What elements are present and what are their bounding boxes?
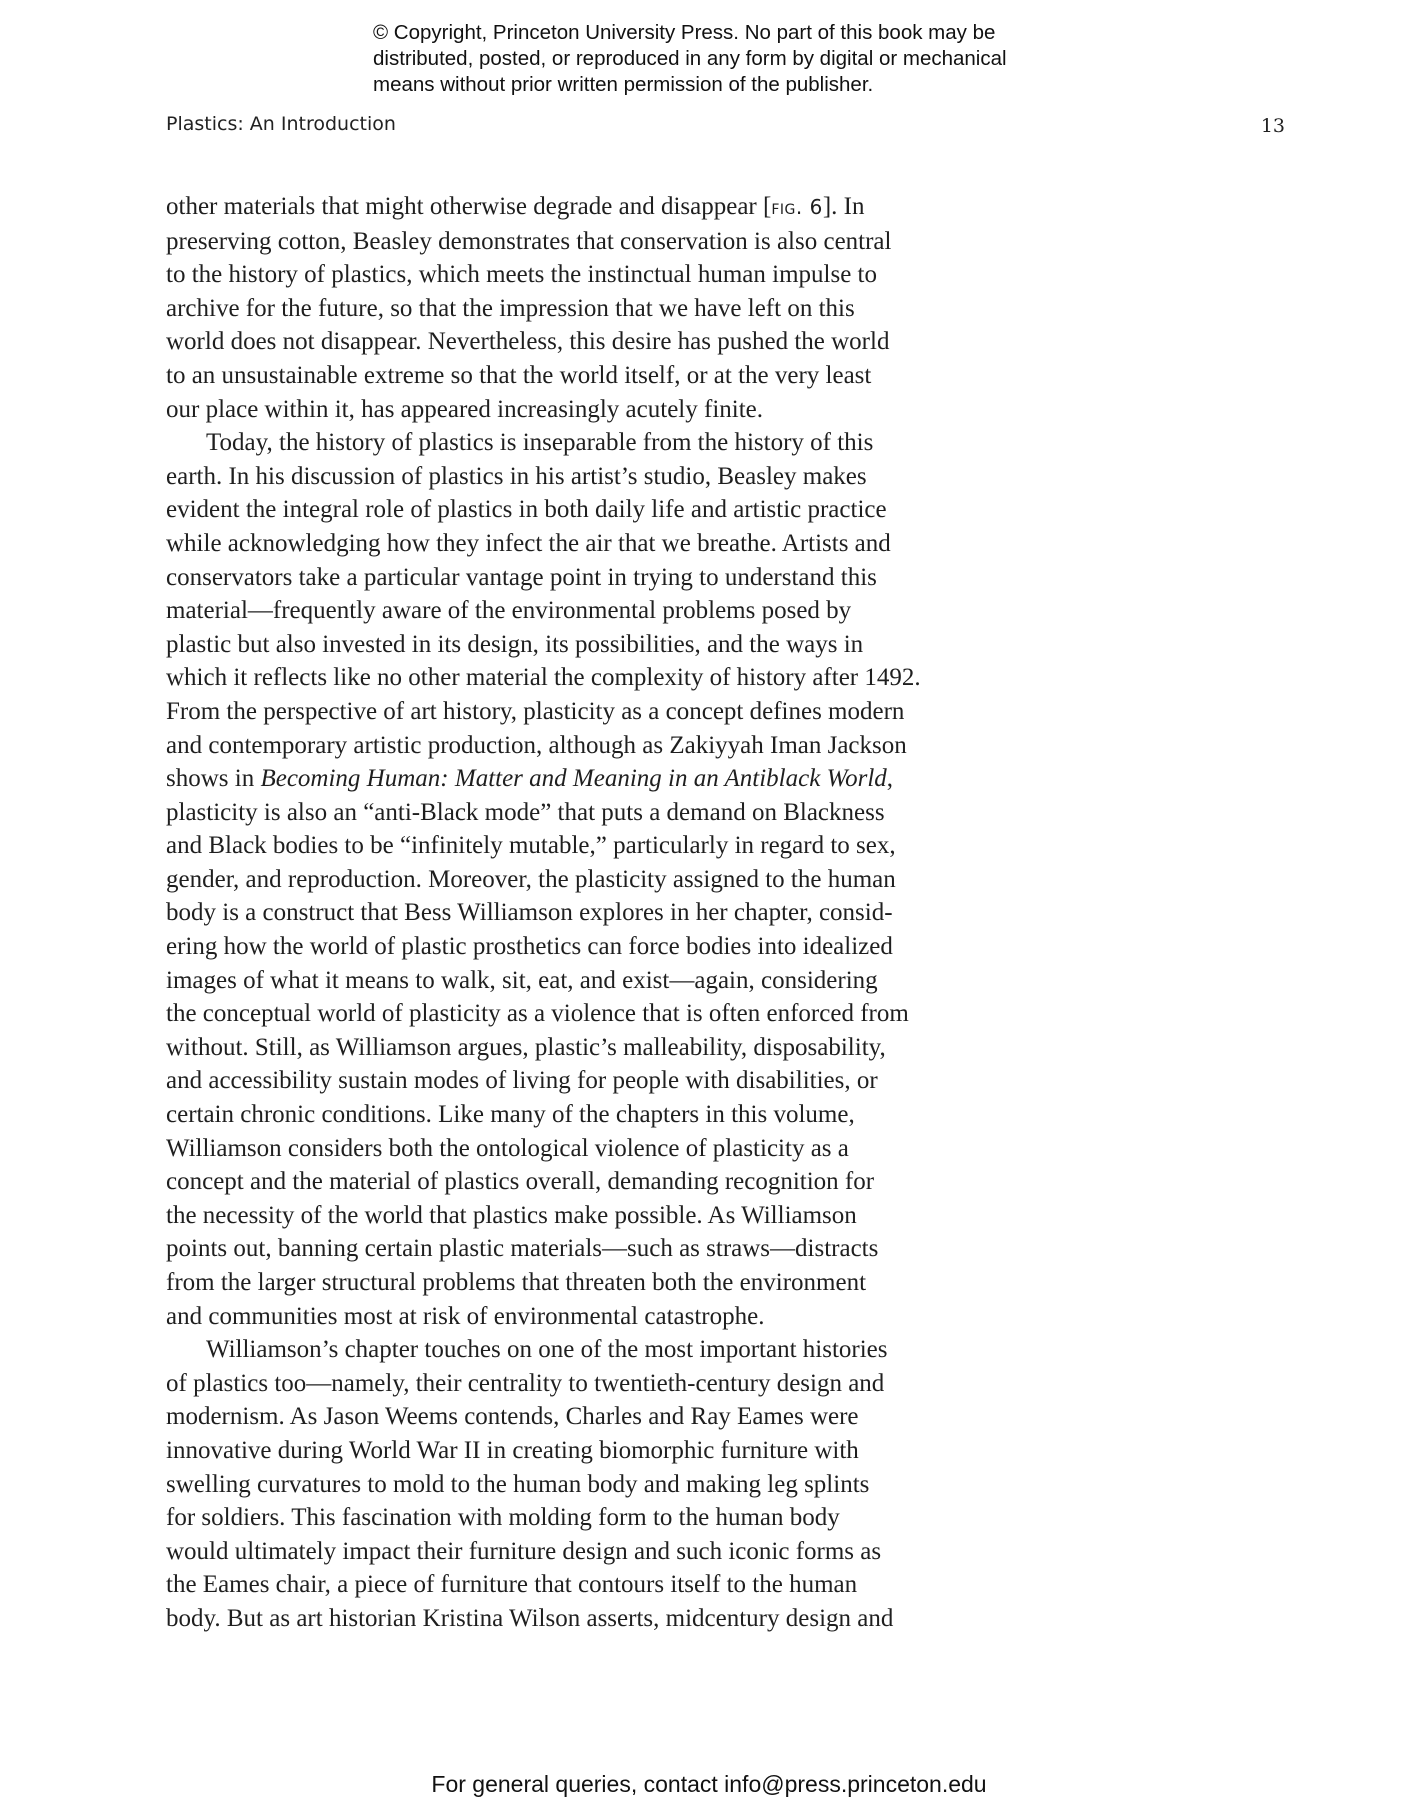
text-line: without. Still, as Williamson argues, plastic’s malleability, disposability,: [166, 1033, 886, 1061]
text-line: [166, 762, 1001, 796]
copyright-line: distributed, posted, or reproduced in any form by digital or mechanical: [373, 47, 1007, 70]
text-line: and accessibility sustain modes of living for people with disabilities, or: [166, 1067, 878, 1095]
text-line: innovative during World War II in creating biomorphic furniture with: [166, 1436, 859, 1464]
text-line: body is a construct that Bess Williamson explores in her chapter, consid-: [166, 899, 893, 927]
text-line: plasticity is also an “anti-Black mode” that puts a demand on Blackness: [166, 798, 885, 826]
text-line: gender, and reproduction. Moreover, the plasticity assigned to the human: [166, 865, 896, 893]
text-line: to the history of plastics, which meets the instinctual human impulse to: [166, 261, 877, 289]
text-line: points out, banning certain plastic materials—such as straws—distracts: [166, 1235, 879, 1263]
text-line: Williamson considers both the ontological violence of plasticity as a: [166, 1134, 849, 1162]
paragraph: [166, 426, 1001, 1333]
text-line: images of what it means to walk, sit, eat, and exist—again, considering: [166, 966, 878, 994]
text-line: modernism. As Jason Weems contends, Charles and Ray Eames were: [166, 1403, 859, 1431]
footer-contact: For general queries, contact info@press.princeton.edu: [431, 1771, 987, 1797]
text-line: world does not disappear. Nevertheless, this desire has pushed the world: [166, 328, 890, 356]
text-line: from the larger structural problems that threaten both the environment: [166, 1269, 867, 1296]
text-line: ering how the world of plastic prosthetics can force bodies into idealized: [166, 933, 893, 961]
text-line: conservators take a particular vantage point in trying to understand this: [166, 563, 877, 591]
paragraph: [166, 1333, 1001, 1635]
text-line: would ultimately impact their furniture design and such iconic forms as: [166, 1537, 882, 1565]
text-line: and communities most at risk of environmental catastrophe.: [166, 1302, 765, 1330]
copyright-line: means without prior written permission of the publisher.: [373, 73, 874, 96]
text-line: Williamson’s chapter touches on one of the most important histories: [206, 1336, 888, 1364]
text-line: of plastics too—namely, their centrality to twentieth-century design and: [166, 1369, 885, 1397]
text-line: the conceptual world of plasticity as a violence that is often enforced from: [166, 1000, 909, 1028]
text-line: the necessity of the world that plastics make possible. As Williamson: [166, 1201, 857, 1229]
text-line: certain chronic conditions. Like many of the chapters in this volume,: [166, 1101, 855, 1129]
text-line: plastic but also invested in its design, its possibilities, and the ways in: [166, 630, 864, 658]
text-line: preserving cotton, Beasley demonstrates that conservation is also central: [166, 227, 892, 255]
text-fragment: shows in: [166, 765, 261, 793]
text-line: to an unsustainable extreme so that the world itself, or at the very least: [166, 361, 872, 389]
text-line: concept and the material of plastics overall, demanding recognition for: [166, 1168, 875, 1196]
page-number: 13: [1260, 115, 1285, 137]
text-fragment: ,: [886, 765, 894, 793]
text-line: while acknowledging how they infect the air that we breathe. Artists and: [166, 529, 891, 557]
body-text: [166, 190, 1001, 1636]
text-line: [166, 190, 1001, 225]
text-line: body. But as art historian Kristina Wilson asserts, midcentury design and: [166, 1604, 894, 1632]
copyright-line: © Copyright, Princeton University Press. No part of this book may be: [373, 21, 996, 44]
text-line: From the perspective of art history, plasticity as a concept defines modern: [166, 697, 905, 725]
text-line: earth. In his discussion of plastics in his artist’s studio, Beasley makes: [166, 462, 867, 490]
text-line: and Black bodies to be “infinitely mutable,” particularly in regard to sex,: [166, 832, 896, 860]
book-title: Becoming Human: Matter and Meaning in an Antiblack World: [260, 765, 887, 793]
text-line: and contemporary artistic production, although as Zakiyyah Iman Jackson: [166, 731, 907, 759]
text-line: which it reflects like no other material the complexity of history after 1492.: [166, 664, 921, 692]
text-line: for soldiers. This fascination with molding form to the human body: [166, 1504, 840, 1532]
text-line: the Eames chair, a piece of furniture that contours itself to the human: [166, 1571, 858, 1599]
paragraph: [166, 190, 1001, 426]
copyright-notice: [373, 20, 1093, 98]
text-line: our place within it, has appeared increasingly acutely finite.: [166, 395, 763, 423]
text-line: Today, the history of plastics is inseparable from the history of this: [206, 429, 874, 457]
text-line: swelling curvatures to mold to the human body and making leg splints: [166, 1470, 870, 1498]
text-fragment: other materials that might otherwise degrade and disappear [: [166, 193, 772, 220]
running-head-title: Plastics: An Introduction: [166, 113, 396, 135]
text-line: evident the integral role of plastics in both daily life and artistic practice: [166, 496, 887, 524]
text-line: archive for the future, so that the impression that we have left on this: [166, 294, 855, 322]
figure-reference: fig. 6: [771, 195, 823, 219]
text-line: material—frequently aware of the environmental problems posed by: [166, 597, 852, 625]
text-fragment: ]. In: [822, 193, 865, 220]
